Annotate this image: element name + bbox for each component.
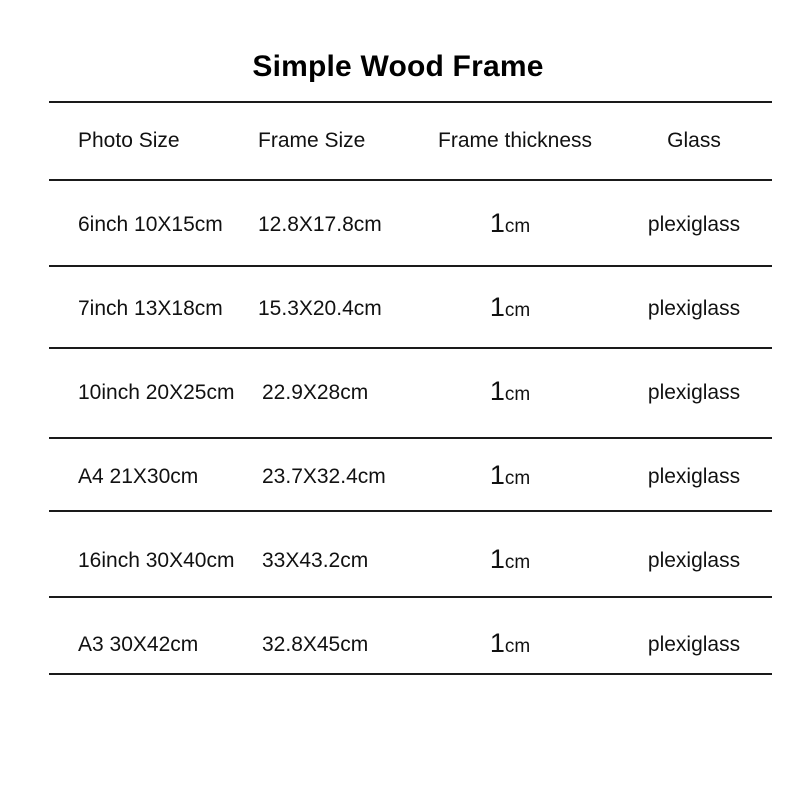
page-title: Simple Wood Frame (252, 50, 544, 83)
thickness-unit: cm (504, 636, 531, 657)
thickness-cell (438, 544, 582, 575)
thickness-value: 1 (489, 376, 505, 406)
photo-size-cell: 10inch 20X25cm (78, 381, 235, 404)
frame-size-cell: 32.8X45cm (262, 633, 369, 656)
thickness-cell (438, 628, 582, 659)
photo-size-cell: 7inch 13X18cm (78, 297, 223, 320)
frame-size-cell: 22.9X28cm (262, 381, 369, 404)
frame-size-cell: 33X43.2cm (262, 549, 369, 572)
thickness-unit: cm (504, 300, 531, 321)
thickness-unit: cm (504, 216, 531, 237)
thickness-unit: cm (504, 384, 531, 405)
glass-cell: plexiglass (647, 213, 741, 236)
glass-cell: plexiglass (647, 633, 741, 656)
header-glass: Glass (667, 129, 721, 152)
frame-size-cell: 23.7X32.4cm (262, 465, 386, 488)
header-frame-thickness: Frame thickness (438, 129, 593, 152)
table-rule-row (49, 437, 772, 439)
glass-cell: plexiglass (647, 549, 741, 572)
photo-size-cell: A3 30X42cm (78, 633, 199, 656)
table-rule-top (49, 101, 772, 103)
glass-cell: plexiglass (647, 465, 741, 488)
thickness-value: 1 (489, 208, 505, 238)
table-rule-bottom (49, 673, 772, 675)
thickness-cell (438, 376, 582, 407)
table-rule-row (49, 265, 772, 267)
thickness-value: 1 (489, 544, 505, 574)
photo-size-cell: 16inch 30X40cm (78, 549, 235, 572)
photo-size-cell: 6inch 10X15cm (78, 213, 223, 236)
thickness-cell (438, 460, 582, 491)
thickness-value: 1 (489, 460, 505, 490)
frame-size-cell: 15.3X20.4cm (258, 297, 382, 320)
glass-cell: plexiglass (647, 297, 741, 320)
frame-size-cell: 12.8X17.8cm (258, 213, 382, 236)
thickness-cell (438, 208, 582, 239)
header-frame-size: Frame Size (258, 129, 366, 152)
table-rule-row (49, 596, 772, 598)
header-photo-size: Photo Size (78, 129, 180, 152)
thickness-value: 1 (489, 292, 505, 322)
glass-cell: plexiglass (647, 381, 741, 404)
table-rule-row (49, 347, 772, 349)
thickness-cell (438, 292, 582, 323)
photo-size-cell: A4 21X30cm (78, 465, 199, 488)
thickness-value: 1 (489, 628, 505, 658)
thickness-unit: cm (504, 552, 531, 573)
table-rule-row (49, 510, 772, 512)
table-rule-header (49, 179, 772, 181)
thickness-unit: cm (504, 468, 531, 489)
